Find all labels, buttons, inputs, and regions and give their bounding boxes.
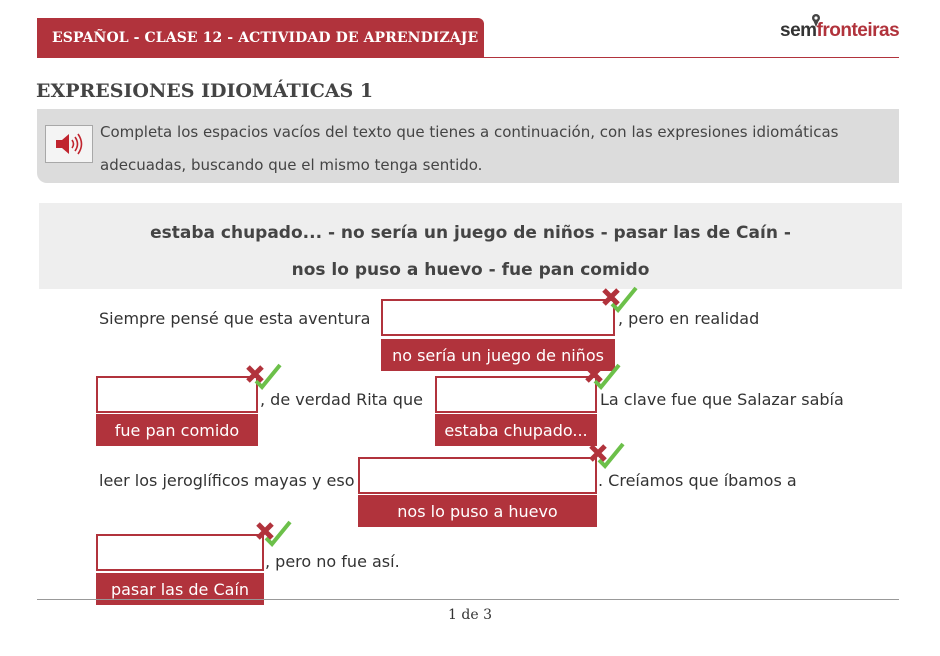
page-indicator: 1 de 3: [448, 607, 492, 623]
check-cross-icon: [587, 440, 625, 470]
answer-label-2: fue pan comido: [96, 414, 258, 446]
audio-button[interactable]: [45, 125, 93, 163]
check-cross-icon: [254, 518, 292, 548]
sentence-text-4: La clave fue que Salazar sabía: [600, 390, 844, 409]
sentence-text-2: , pero en realidad: [618, 309, 760, 328]
blank-input-2[interactable]: [96, 376, 258, 413]
answer-label-3: estaba chupado...: [435, 414, 597, 446]
blank-input-1[interactable]: [381, 299, 615, 336]
sentence-text-6: . Creíamos que íbamos a: [598, 471, 797, 490]
blank-input-4[interactable]: [358, 457, 597, 494]
check-cross-icon: [583, 361, 621, 391]
page-title: EXPRESIONES IDIOMÁTICAS 1: [36, 80, 374, 102]
sentence-text-1: Siempre pensé que esta aventura: [99, 309, 371, 328]
semfronteiras-logo: [780, 20, 899, 46]
answer-label-4: nos lo puso a huevo: [358, 495, 597, 527]
speaker-icon: [53, 132, 85, 156]
check-cross-icon: [244, 361, 282, 391]
logo-part-2: fronteiras: [816, 20, 900, 41]
sentence-text-7: , pero no fue así.: [265, 552, 400, 571]
word-bank: [39, 203, 902, 289]
blank-input-3[interactable]: [435, 376, 597, 413]
footer-divider: [37, 599, 899, 600]
sentence-text-3: , de verdad Rita que: [260, 390, 423, 409]
activity-header: ESPAÑOL - CLASE 12 - ACTIVIDAD DE APRENDIZAJE: [37, 18, 484, 58]
logo-part-1: sem: [780, 20, 817, 41]
answer-label-5: pasar las de Caín: [96, 573, 264, 605]
instructions-text: Completa los espacios vacíos del texto que tienes a continuación, con las expresiones idiomáticas adecuadas, buscando que el mismo tenga sentido.: [100, 123, 839, 174]
sentence-text-5: leer los jeroglíficos mayas y eso: [99, 471, 355, 490]
word-bank-line-1: estaba chupado... - no sería un juego de niños - pasar las de Caín -: [150, 223, 791, 243]
answer-label-1: no sería un juego de niños: [381, 339, 615, 371]
header-divider: [37, 57, 899, 58]
blank-input-5[interactable]: [96, 534, 264, 571]
word-bank-line-2: nos lo puso a huevo - fue pan comido: [291, 260, 650, 280]
